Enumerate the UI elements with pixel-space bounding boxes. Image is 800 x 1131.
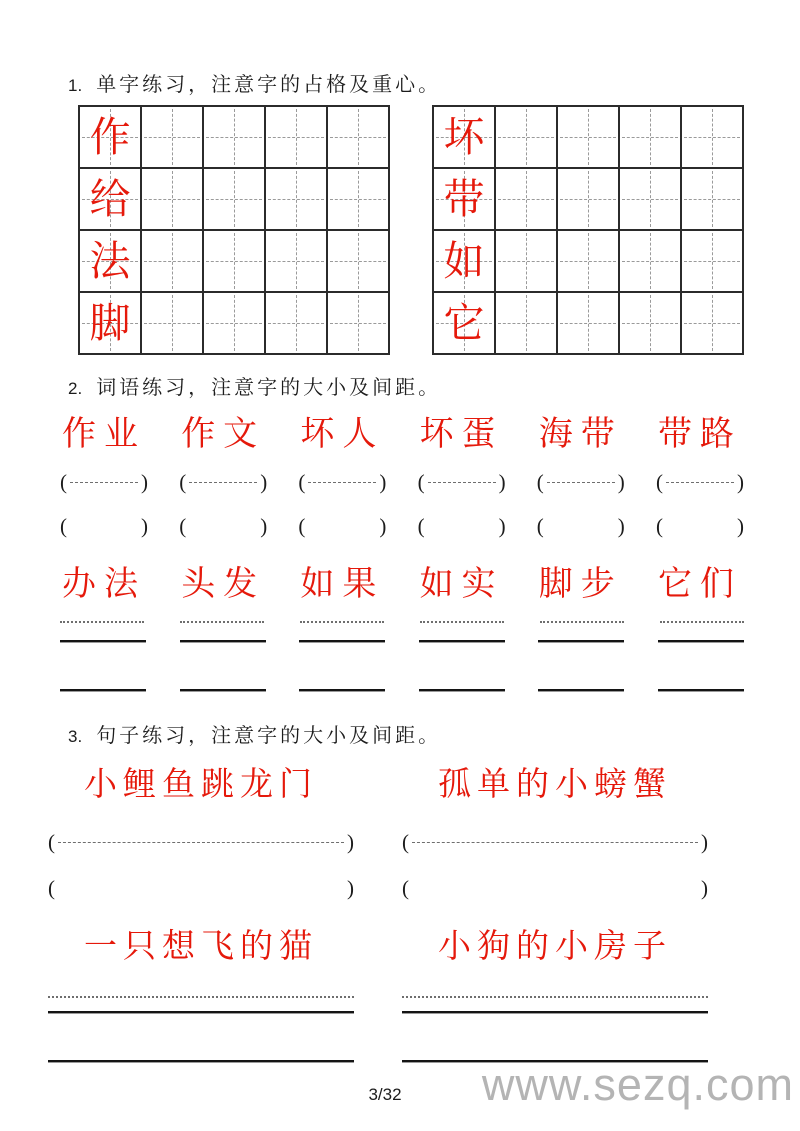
section-number: 2. <box>68 379 83 398</box>
answer-paren-dashed <box>60 470 148 494</box>
grid-cell <box>142 107 202 167</box>
grid-cell <box>142 293 202 353</box>
answer-paren-empty <box>418 514 506 538</box>
grid-cell <box>266 231 326 291</box>
solid-line <box>180 689 266 691</box>
section-heading-1 <box>68 68 800 97</box>
solid-line <box>419 689 505 691</box>
practice-sentence: 孤单的小螃蟹 <box>438 767 672 803</box>
model-character: 带 <box>443 175 485 222</box>
pinyin-parens-row-empty <box>0 514 800 538</box>
solid-line <box>60 689 146 691</box>
solid-line <box>402 1011 708 1013</box>
answer-paren-dashed <box>48 830 354 854</box>
model-character: 如 <box>443 237 485 284</box>
grid-cell <box>266 107 326 167</box>
section-title: 词语练习，注意字的大小及间距。 <box>96 377 442 399</box>
close-paren: ) <box>347 830 354 854</box>
open-paren: ( <box>48 830 55 854</box>
open-paren: ( <box>298 470 306 494</box>
section-heading-3 <box>68 719 800 748</box>
open-paren: ( <box>655 514 663 538</box>
watermark: www.sezq.com <box>481 1059 794 1110</box>
dotted-writing-line-row <box>0 621 800 623</box>
solid-line <box>299 689 385 691</box>
grid-cell <box>266 169 326 229</box>
practice-word: 海带 <box>538 416 623 453</box>
close-paren: ) <box>498 470 506 494</box>
practice-word: 它们 <box>657 566 742 603</box>
dashed-fill-line <box>547 482 615 483</box>
solid-line <box>180 640 266 642</box>
grid-cell <box>558 169 618 229</box>
grid-cell <box>204 107 264 167</box>
writing-line-row-2 <box>0 689 800 691</box>
grid-cell <box>328 169 388 229</box>
practice-word: 带路 <box>657 416 742 453</box>
practice-word: 如果 <box>300 566 385 603</box>
section-number: 1. <box>68 76 83 95</box>
practice-word: 头发 <box>181 566 266 603</box>
close-paren: ) <box>347 876 354 900</box>
grid-cell <box>682 107 742 167</box>
grid-cell <box>558 107 618 167</box>
solid-line <box>658 689 744 691</box>
grid-cell <box>620 231 680 291</box>
practice-word: 坏蛋 <box>419 416 504 453</box>
solid-line <box>48 1011 354 1013</box>
grid-cell <box>204 169 264 229</box>
sentence-row-1 <box>0 762 800 808</box>
grid-cell <box>434 293 494 353</box>
model-character: 法 <box>89 237 131 284</box>
close-paren: ) <box>617 470 625 494</box>
solid-line <box>419 640 505 642</box>
practice-sentence: 小鲤鱼跳龙门 <box>84 767 318 803</box>
grid-cell <box>496 293 556 353</box>
dotted-line <box>660 621 744 623</box>
close-paren: ) <box>379 514 387 538</box>
model-character: 脚 <box>89 299 131 346</box>
answer-paren-dashed <box>179 470 267 494</box>
close-paren: ) <box>701 876 708 900</box>
section-heading-2 <box>68 371 800 400</box>
open-paren: ( <box>655 470 663 494</box>
solid-line <box>299 640 385 642</box>
dotted-line <box>48 996 354 998</box>
word-row-1 <box>0 412 800 458</box>
model-character: 给 <box>89 175 131 222</box>
practice-sentence: 小狗的小房子 <box>438 929 672 965</box>
grid-cell <box>142 231 202 291</box>
section-number: 3. <box>68 727 83 746</box>
dashed-fill-line <box>189 482 257 483</box>
grid-cell <box>328 107 388 167</box>
answer-paren-dashed <box>537 470 625 494</box>
sentence-row-2 <box>0 924 800 970</box>
section-title: 句子练习，注意字的大小及间距。 <box>96 725 442 747</box>
dashed-fill-line <box>70 482 138 483</box>
close-paren: ) <box>617 514 625 538</box>
practice-grid-right <box>432 105 744 355</box>
answer-paren-dashed <box>656 470 744 494</box>
sentence-parens-row-empty <box>0 876 800 900</box>
grid-cell <box>496 107 556 167</box>
dashed-fill-line <box>58 842 344 843</box>
model-character: 坏 <box>443 113 485 160</box>
open-paren: ( <box>60 514 67 538</box>
answer-paren-empty <box>537 514 625 538</box>
close-paren: ) <box>701 830 708 854</box>
character-grids <box>78 105 800 355</box>
dashed-fill-line <box>412 842 698 843</box>
solid-line <box>538 689 624 691</box>
grid-cell <box>682 169 742 229</box>
model-character: 作 <box>89 113 131 160</box>
grid-cell <box>496 169 556 229</box>
grid-cell <box>266 293 326 353</box>
grid-cell <box>434 107 494 167</box>
grid-cell <box>142 169 202 229</box>
grid-cell <box>496 231 556 291</box>
open-paren: ( <box>48 876 55 900</box>
grid-cell <box>328 293 388 353</box>
answer-paren-empty <box>656 514 744 538</box>
solid-line <box>60 640 146 642</box>
grid-cell <box>80 293 140 353</box>
answer-paren-dashed <box>298 470 386 494</box>
solid-line <box>538 640 624 642</box>
close-paren: ) <box>141 470 148 494</box>
practice-grid-left <box>78 105 390 355</box>
grid-cell <box>434 231 494 291</box>
grid-cell <box>682 293 742 353</box>
answer-paren-empty <box>48 876 354 900</box>
close-paren: ) <box>736 514 744 538</box>
open-paren: ( <box>402 876 409 900</box>
answer-paren-empty <box>60 514 148 538</box>
solid-line <box>658 640 744 642</box>
model-character: 它 <box>443 299 485 346</box>
section-title: 单字练习，注意字的占格及重心。 <box>96 74 442 96</box>
dotted-line <box>420 621 504 623</box>
open-paren: ( <box>179 514 187 538</box>
answer-paren-dashed <box>402 830 708 854</box>
dotted-line <box>402 996 708 998</box>
open-paren: ( <box>417 514 425 538</box>
solid-line <box>48 1060 354 1062</box>
grid-cell <box>558 231 618 291</box>
grid-cell <box>620 169 680 229</box>
answer-paren-empty <box>298 514 386 538</box>
practice-word: 坏人 <box>300 416 385 453</box>
grid-cell <box>204 293 264 353</box>
practice-word: 如实 <box>419 566 504 603</box>
open-paren: ( <box>402 830 409 854</box>
dotted-line <box>60 621 144 623</box>
grid-cell <box>80 231 140 291</box>
answer-paren-empty <box>402 876 708 900</box>
sentence-writing-line-row-1 <box>0 1011 800 1013</box>
page-number: 3/32 <box>368 1085 402 1104</box>
grid-cell <box>80 107 140 167</box>
sentence-parens-row-dashed <box>0 830 800 854</box>
grid-cell <box>558 293 618 353</box>
writing-line-row-1 <box>0 640 800 642</box>
dotted-line <box>540 621 624 623</box>
pinyin-parens-row-dashed <box>0 470 800 494</box>
open-paren: ( <box>417 470 425 494</box>
practice-word: 作业 <box>62 416 146 453</box>
practice-sentence: 一只想飞的猫 <box>84 929 318 965</box>
dashed-fill-line <box>428 482 496 483</box>
close-paren: ) <box>379 470 387 494</box>
close-paren: ) <box>141 514 148 538</box>
close-paren: ) <box>260 514 268 538</box>
close-paren: ) <box>260 470 268 494</box>
dashed-fill-line <box>308 482 376 483</box>
grid-cell <box>620 107 680 167</box>
dotted-line <box>180 621 264 623</box>
open-paren: ( <box>179 470 187 494</box>
open-paren: ( <box>536 514 544 538</box>
grid-cell <box>620 293 680 353</box>
grid-cell <box>682 231 742 291</box>
close-paren: ) <box>498 514 506 538</box>
answer-paren-dashed <box>418 470 506 494</box>
answer-paren-empty <box>179 514 267 538</box>
grid-cell <box>328 231 388 291</box>
practice-word: 脚步 <box>538 566 623 603</box>
open-paren: ( <box>298 514 306 538</box>
sentence-dotted-line-row <box>0 996 800 998</box>
grid-cell <box>80 169 140 229</box>
word-row-2 <box>0 562 800 608</box>
open-paren: ( <box>60 470 67 494</box>
close-paren: ) <box>736 470 744 494</box>
grid-cell <box>434 169 494 229</box>
practice-word: 办法 <box>62 566 146 603</box>
open-paren: ( <box>536 470 544 494</box>
grid-cell <box>204 231 264 291</box>
dotted-line <box>300 621 384 623</box>
dashed-fill-line <box>666 482 734 483</box>
practice-word: 作文 <box>181 416 266 453</box>
